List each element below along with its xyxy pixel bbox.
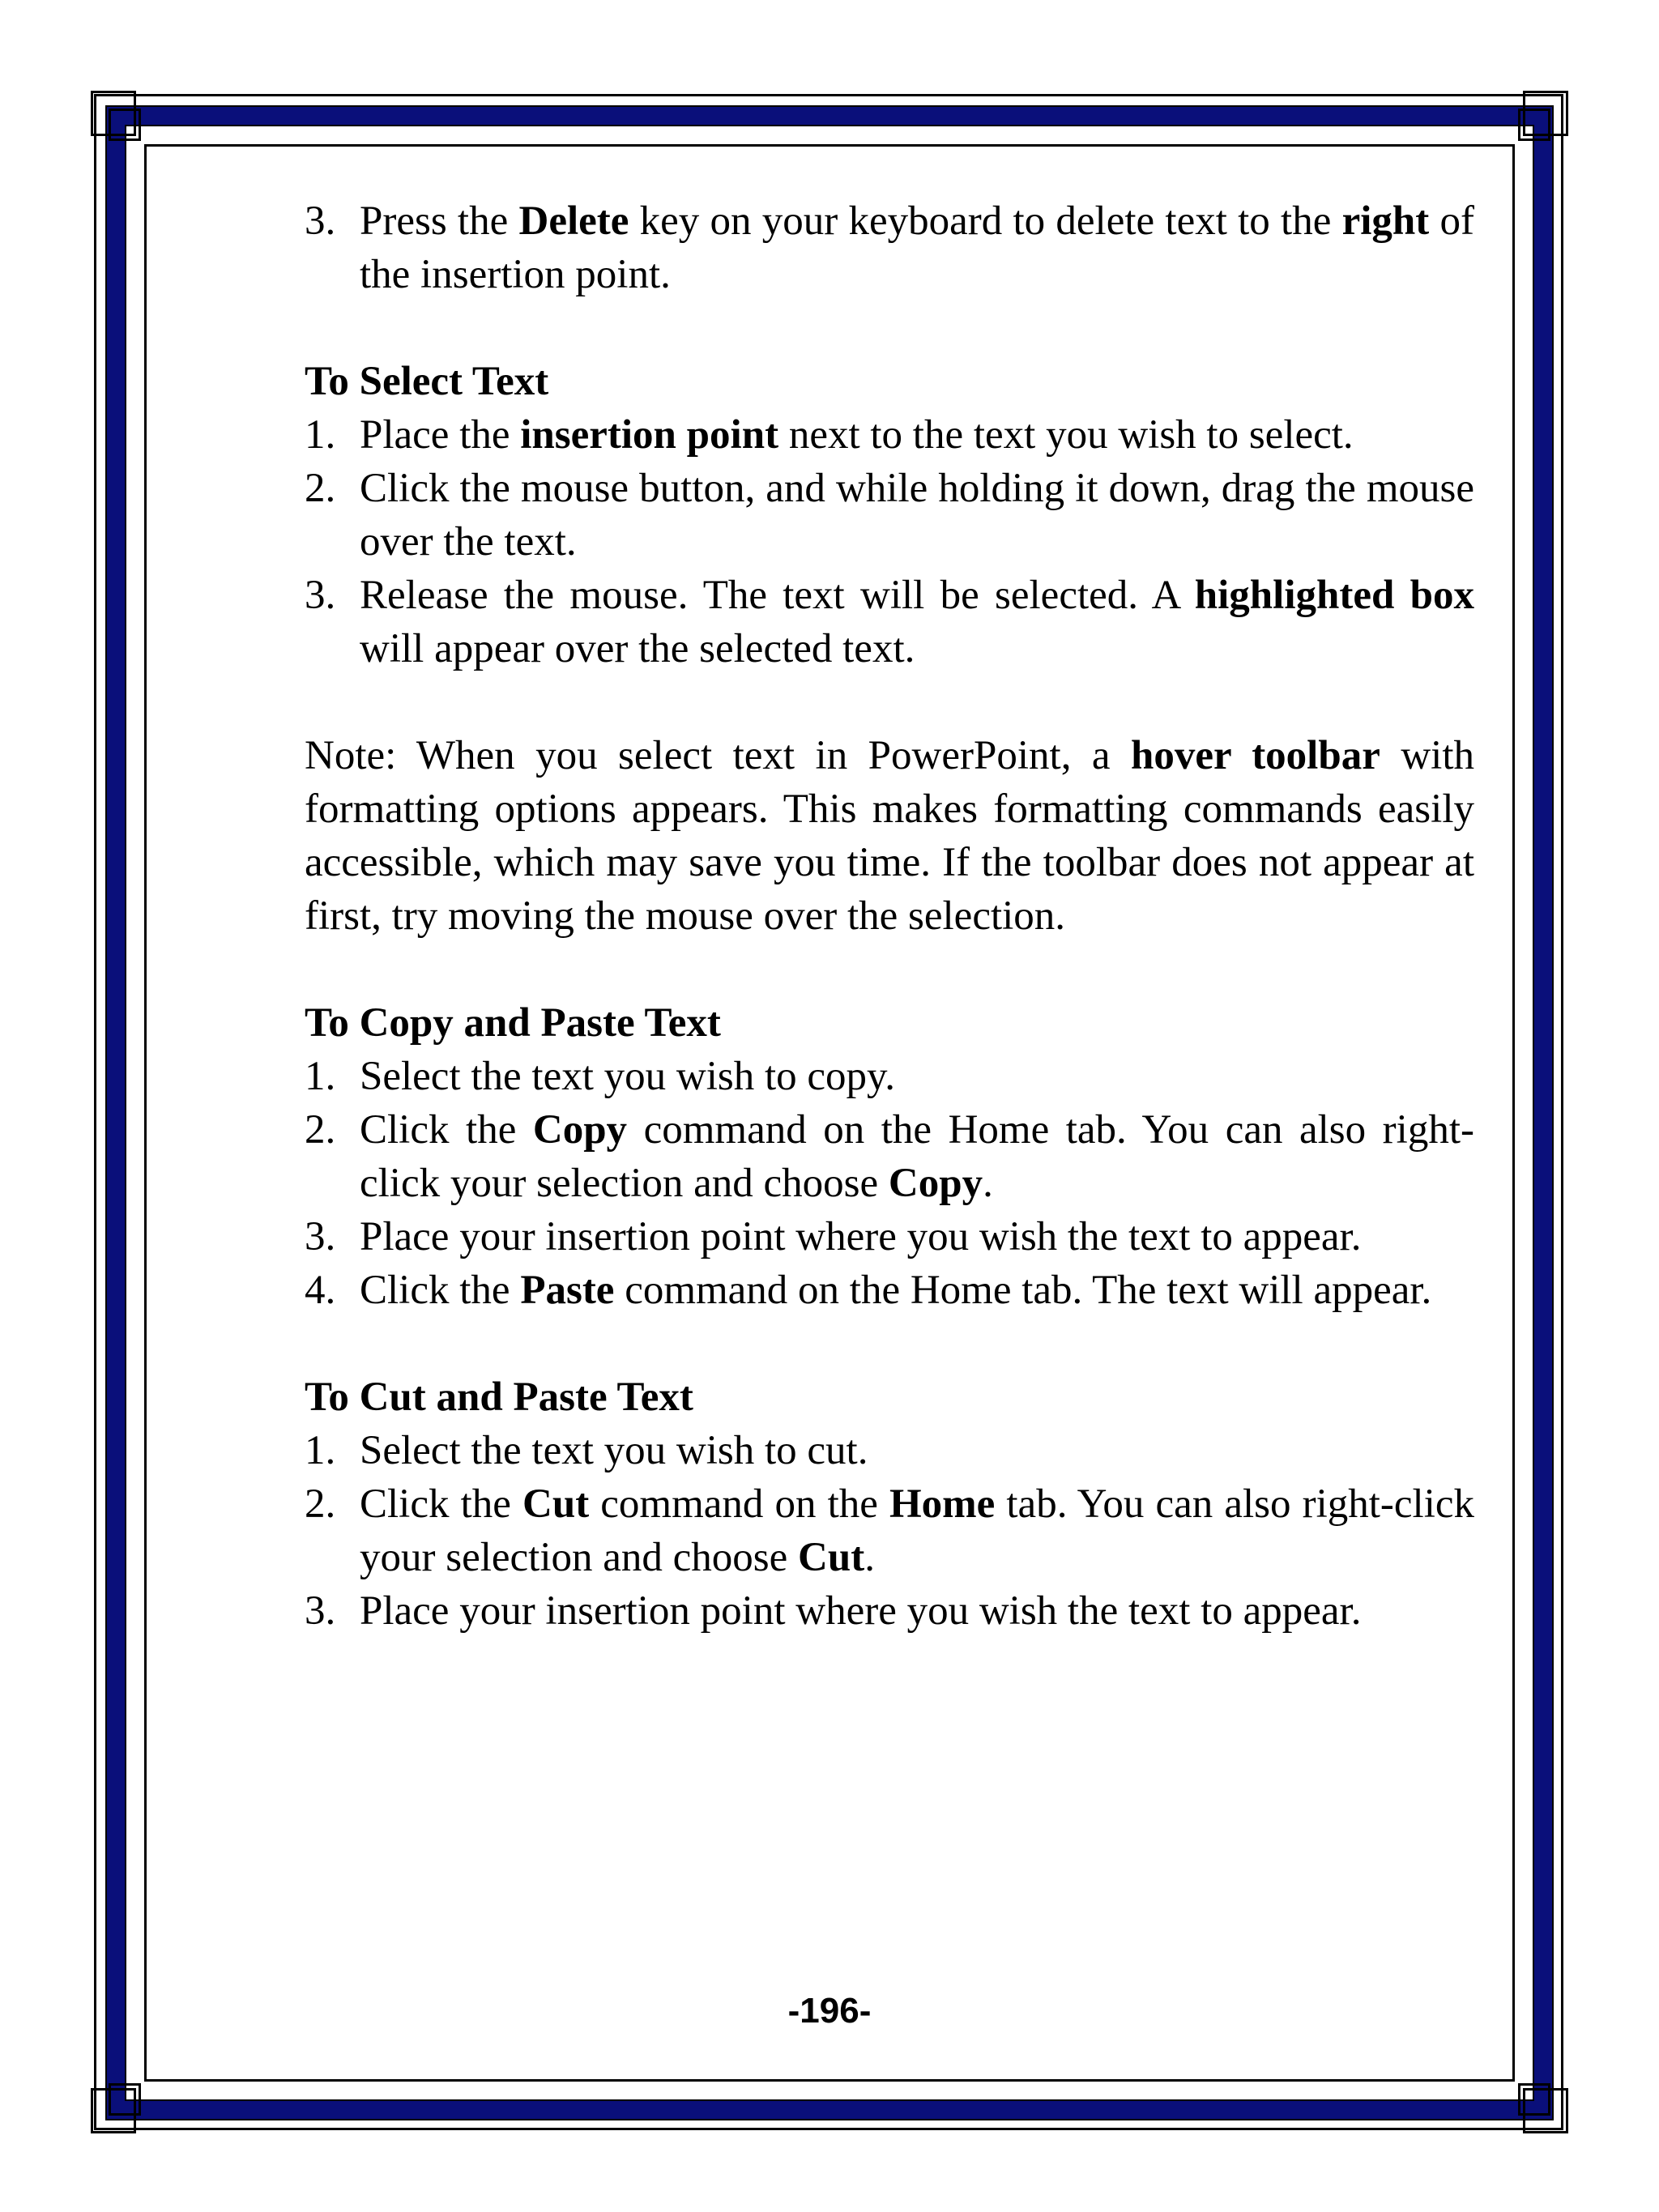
section-heading-copy: To Copy and Paste Text [305, 1000, 721, 1046]
list-number: 1. [305, 412, 336, 458]
list-text [360, 1264, 1474, 1317]
page-number: -196- [787, 1991, 872, 2031]
list-text [360, 194, 1474, 301]
list-text: Select the text you wish to cut. [360, 1428, 868, 1473]
list-text: Click the mouse button, and while holding it down, drag the mouse over the text. [360, 466, 1474, 565]
bold-text: Copy [888, 1161, 983, 1206]
bold-text: Cut [522, 1481, 590, 1527]
list-number: 4. [305, 1268, 336, 1313]
text-run: Click the [360, 1107, 533, 1153]
list-item [305, 1477, 1474, 1584]
list-text: Select the text you wish to copy. [360, 1054, 895, 1099]
frame-corner-top-left [91, 91, 147, 147]
list-text: Place your insertion point where you wish the text to appear. [360, 1588, 1362, 1634]
text-run: Click the [360, 1268, 521, 1313]
list-item [305, 1103, 1474, 1210]
list-text: Place your insertion point where you wish the text to appear. [360, 1214, 1362, 1259]
list-item [305, 408, 1474, 462]
list-number: 2. [305, 1107, 336, 1153]
text-run: command on the [589, 1481, 889, 1527]
list-item [305, 1210, 1474, 1264]
text-run: Note: When you select text in PowerPoint, a [305, 733, 1132, 778]
bold-text: Delete [518, 198, 629, 244]
list-number: 1. [305, 1428, 336, 1473]
text-run: . [983, 1161, 993, 1206]
frame-corner-top-right [1512, 91, 1568, 147]
text-run: will appear over the selected text. [360, 626, 915, 671]
list-item [305, 569, 1474, 676]
text-run: Release the mouse. The text will be selected. A [360, 573, 1195, 618]
page-content [305, 194, 1474, 1638]
bold-text: hover toolbar [1131, 733, 1380, 778]
text-run: Press the [360, 198, 519, 244]
bold-text: Cut [798, 1535, 865, 1580]
list-number: 3. [305, 1214, 336, 1259]
list-text [360, 408, 1474, 462]
list-item [305, 1424, 1474, 1477]
text-run: Place the [360, 412, 521, 458]
list-number: 3. [305, 1588, 336, 1634]
note-paragraph [305, 729, 1474, 943]
bold-text: highlighted box [1194, 573, 1474, 618]
text-run: Click the [360, 1481, 522, 1527]
list-number: 3. [305, 198, 336, 244]
list-item [305, 194, 1474, 301]
bold-text: Paste [520, 1268, 615, 1313]
text-run: command on the Home tab. The text will appear. [614, 1268, 1432, 1313]
section-heading-cut: To Cut and Paste Text [305, 1375, 693, 1420]
section-heading-select: To Select Text [305, 359, 549, 404]
list-text [360, 1103, 1474, 1210]
text-run: . [864, 1535, 875, 1580]
list-text [360, 569, 1474, 676]
bold-text: Copy [532, 1107, 628, 1153]
frame-corner-bottom-left [91, 2077, 147, 2133]
list-number: 3. [305, 573, 336, 618]
list-text [360, 1477, 1474, 1584]
text-run: command on the Home tab. You can also right-click your selection and choose [360, 1107, 1474, 1206]
list-item [305, 1050, 1474, 1103]
bold-text: insertion point [520, 412, 779, 458]
list-number: 2. [305, 466, 336, 511]
text-run: key on your keyboard to delete text to the [629, 198, 1342, 244]
bold-text: Home [889, 1481, 996, 1527]
text-run: tab. You can also right-click your selection and choose [360, 1481, 1475, 1580]
text-run: next to the text you wish to select. [778, 412, 1354, 458]
list-number: 1. [305, 1054, 336, 1099]
text-run: with formatting options appears. This makes formatting commands easily accessible, which may save you time. If the toolbar does not appear at first, try moving the mouse over the selection. [305, 733, 1474, 939]
list-item [305, 462, 1474, 569]
text-run: of the insertion point. [360, 198, 1474, 297]
list-item [305, 1584, 1474, 1638]
bold-text: right [1341, 198, 1430, 244]
frame-corner-bottom-right [1512, 2077, 1568, 2133]
list-item [305, 1264, 1474, 1317]
list-number: 2. [305, 1481, 336, 1527]
